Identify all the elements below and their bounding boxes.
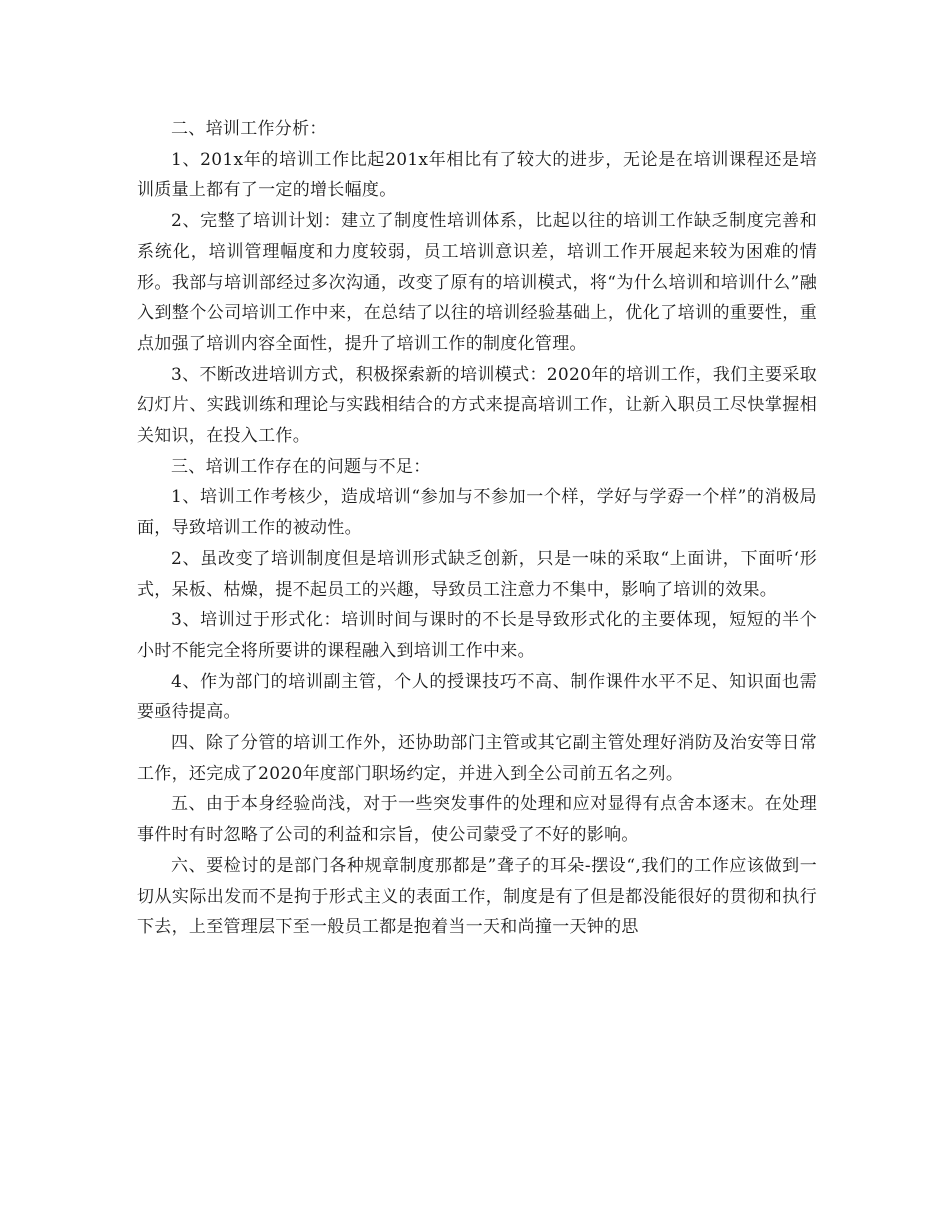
paragraph-problem-2: 2、虽改变了培训制度但是培训形式缺乏创新，只是一味的采取“上面讲，下面听‘形式，呆板、枯燥，提不起员工的兴趣，导致员工注意力不集中，影响了培训的效果。 (137, 548, 817, 600)
paragraph-problem-4: 4、作为部门的培训副主管，个人的授课技巧不高、制作课件水平不足、知识面也需要亟待提高。 (137, 671, 817, 723)
section-paragraph-six: 六、要检讨的是部门各种规章制度那都是”聋子的耳朵-摆设“,我们的工作应该做到一切从实际出发而不是拘于形式主义的表面工作，制度是有了但是都没能很好的贯彻和执行下去，上至管理层下至一般员工都是抱着当一天和尚撞一天钟的思 (137, 855, 817, 938)
section-heading-training-analysis: 二、培训工作分析： (171, 119, 327, 139)
paragraph-analysis-3: 3、不断改进培训方式，积极探索新的培训模式：2020年的培训工作，我们主要采取幻灯片、实践训练和理论与实践相结合的方式来提高培训工作，让新入职员工尽快掌握相关知识，在投入工作。 (137, 364, 817, 447)
paragraph-problem-3: 3、培训过于形式化：培训时间与课时的不长是导致形式化的主要体现，短短的半个小时不能完全将所要讲的课程融入到培训工作中来。 (137, 610, 817, 661)
section-heading-problems: 三、培训工作存在的问题与不足： (171, 456, 431, 477)
paragraph-problem-1: 1、培训工作考核少，造成培训“参加与不参加一个样，学好与学孬一个样”的消极局面，导致培训工作的被动性。 (137, 487, 817, 539)
paragraph-analysis-2: 2、完整了培训计划：建立了制度性培训体系，比起以往的培训工作缺乏制度完善和系统化，培训管理幅度和力度较弱，员工培训意识差，培训工作开展起来较为困难的情形。我部与培训部经过多次沟通，改变了原有的培训模式，将“为什么培训和培训什么”融入到整个公司培训工作中来，在总结了以往的培训经验基础上，优化了培训的重要性，重点加强了培训内容全面性，提升了培训工作的制度化管理。 (137, 211, 817, 354)
document-body (137, 114, 817, 943)
paragraph-analysis-1: 1、201x年的培训工作比起201x年相比有了较大的进步，无论是在培训课程还是培训质量上都有了一定的增长幅度。 (137, 149, 817, 201)
section-paragraph-four: 四、除了分管的培训工作外，还协助部门主管或其它副主管处理好消防及治安等日常工作，还完成了2020年度部门职场约定，并进入到全公司前五名之列。 (137, 733, 817, 784)
section-paragraph-five: 五、由于本身经验尚浅，对于一些突发事件的处理和应对显得有点舍本逐末。在处理事件时有时忽略了公司的利益和宗旨，使公司蒙受了不好的影响。 (137, 794, 817, 846)
